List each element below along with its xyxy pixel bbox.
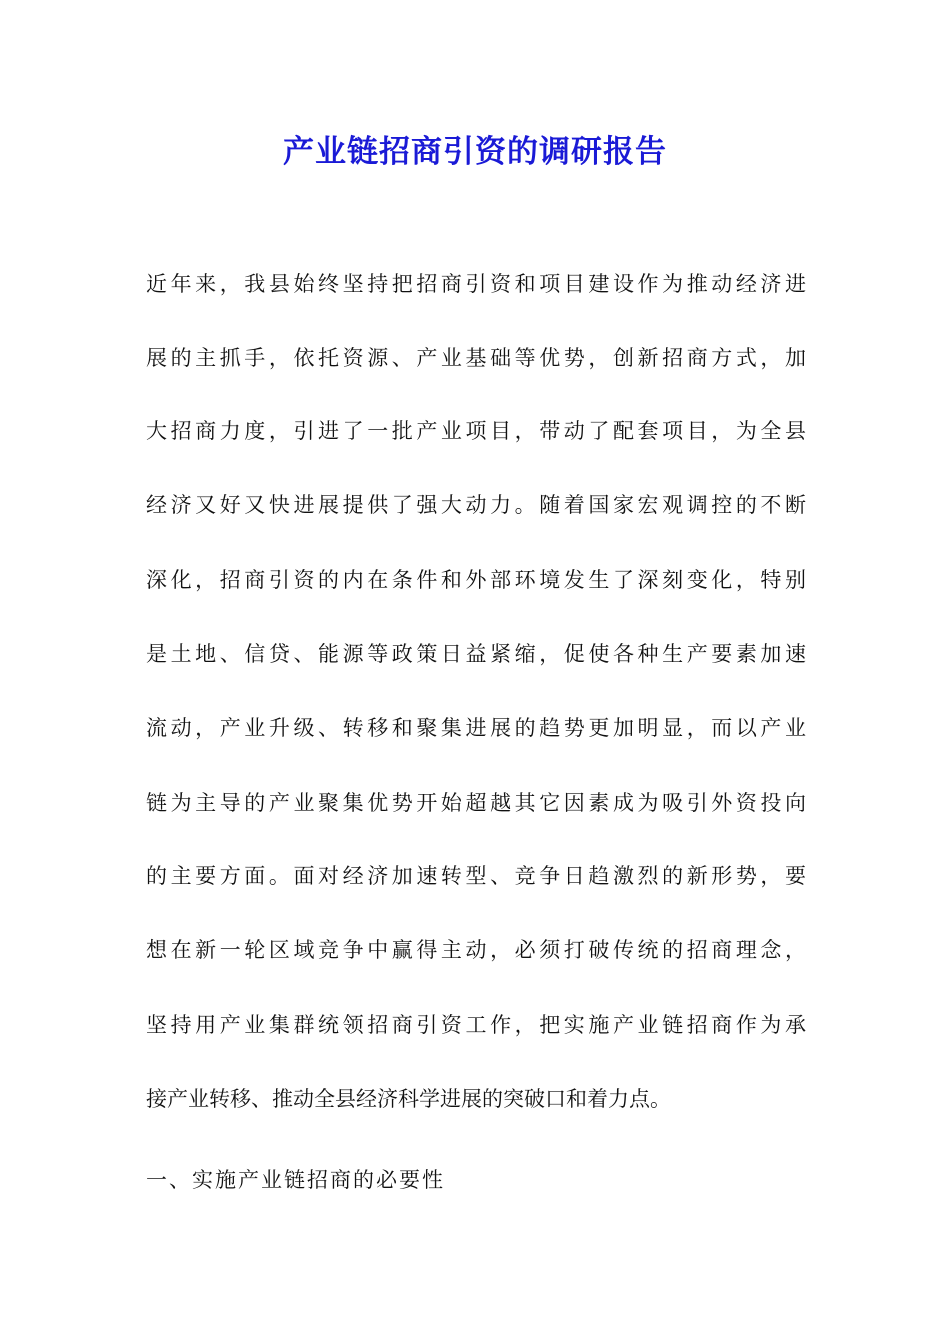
- paragraph-line: 链为主导的产业聚集优势开始超越其它因素成为吸引外资投向: [146, 791, 806, 815]
- paragraph-line: 经济又好又快进展提供了强大动力。随着国家宏观调控的不断: [146, 493, 806, 517]
- paragraph-line: 展的主抓手，依托资源、产业基础等优势，创新招商方式，加: [146, 346, 806, 370]
- paragraph-line: 近年来，我县始终坚持把招商引资和项目建设作为推动经济进: [146, 272, 806, 296]
- paragraph-line: 坚持用产业集群统领招商引资工作，把实施产业链招商作为承: [146, 1013, 806, 1037]
- paragraph-line: 想在新一轮区域竞争中赢得主动，必须打破传统的招商理念，: [146, 938, 806, 962]
- paragraph-line: 深化，招商引资的内在条件和外部环境发生了深刻变化，特别: [146, 568, 806, 592]
- paragraph-line: 的主要方面。面对经济加速转型、竞争日趋激烈的新形势，要: [146, 864, 806, 888]
- paragraph-line: 接产业转移、推动全县经济科学进展的突破口和着力点。: [146, 1087, 671, 1111]
- paragraph-line: 流动，产业升级、转移和聚集进展的趋势更加明显，而以产业: [146, 716, 806, 740]
- paragraph-line: 是土地、信贷、能源等政策日益紧缩，促使各种生产要素加速: [146, 642, 806, 666]
- paragraph-line: 大招商力度，引进了一批产业项目，带动了配套项目，为全县: [146, 419, 806, 443]
- document-title: 产业链招商引资的调研报告: [283, 134, 667, 170]
- section-heading: 一、实施产业链招商的必要性: [146, 1168, 445, 1192]
